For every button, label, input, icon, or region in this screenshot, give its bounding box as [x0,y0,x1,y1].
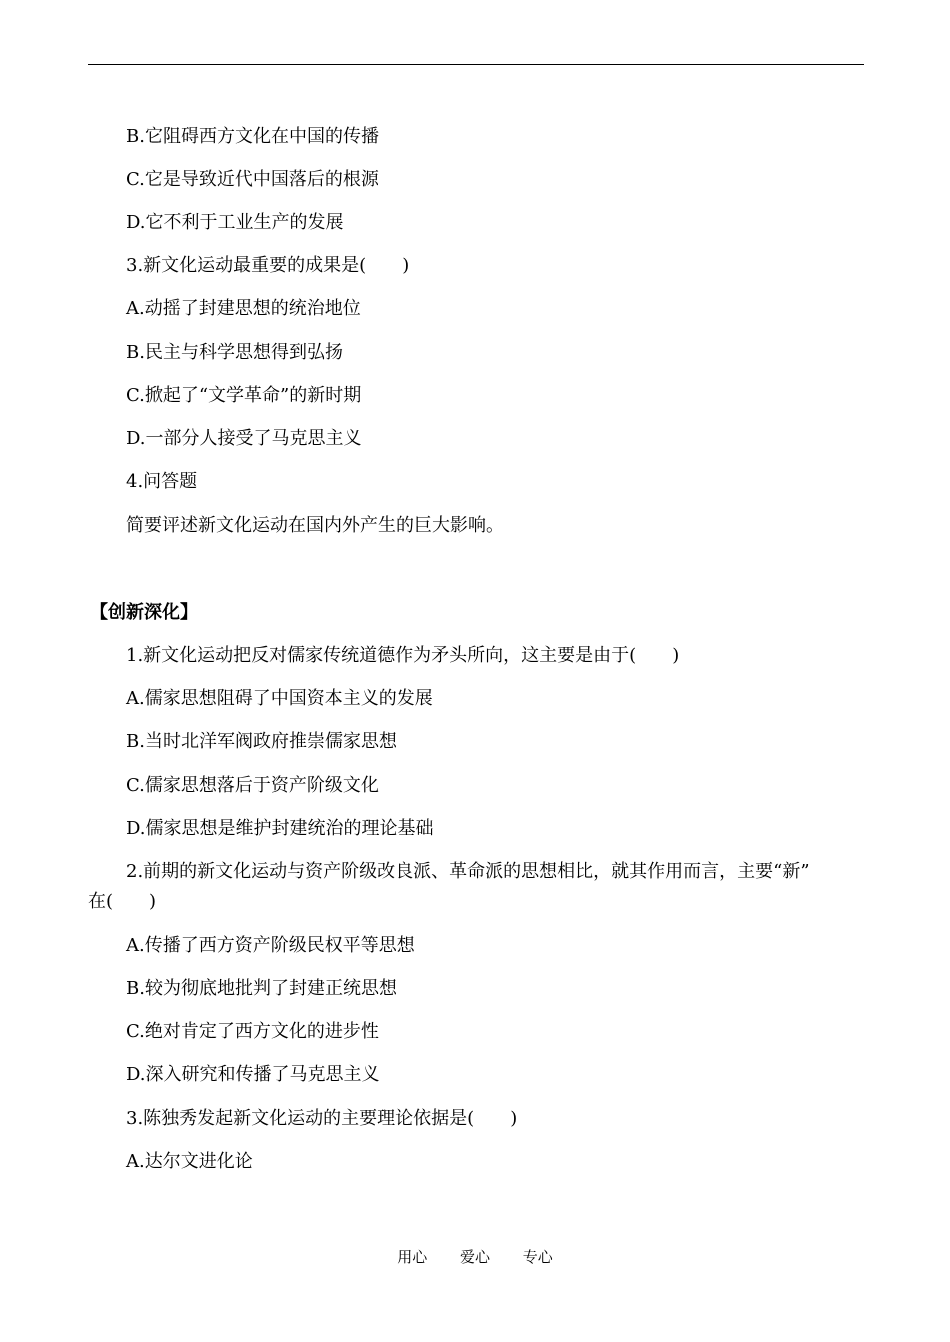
question-1: 1.新文化运动把反对儒家传统道德作为矛头所向，这主要是由于( ) [126,645,680,666]
option-c: C.儒家思想落后于资产阶级文化 [126,775,379,796]
option-a: A.动摇了封建思想的统治地位 [126,298,361,319]
option-a: A.达尔文进化论 [126,1151,253,1172]
option-b: B.它阻碍西方文化在中国的传播 [126,126,379,147]
footer-item: 专心 [522,1248,553,1266]
footer-item: 爱心 [459,1248,490,1266]
page-footer [0,1248,950,1266]
section-heading: 【创新深化】 [90,602,198,623]
option-d: D.一部分人接受了马克思主义 [126,428,362,449]
question-4: 4.问答题 [126,471,198,492]
question-3: 3.新文化运动最重要的成果是( ) [126,255,410,276]
question-3: 3.陈独秀发起新文化运动的主要理论依据是( ) [126,1108,518,1129]
option-a: A.传播了西方资产阶级民权平等思想 [126,935,415,956]
option-b: B.民主与科学思想得到弘扬 [126,342,343,363]
option-c: C.绝对肯定了西方文化的进步性 [126,1021,379,1042]
option-c: C.它是导致近代中国落后的根源 [126,169,379,190]
option-c: C.掀起了“文学革命”的新时期 [126,385,362,406]
option-b: B.较为彻底地批判了封建正统思想 [126,978,397,999]
question-2: 2.前期的新文化运动与资产阶级改良派、革命派的思想相比，就其作用而言，主要“新” [126,861,810,882]
question-4-prompt: 简要评述新文化运动在国内外产生的巨大影响。 [126,515,504,536]
option-b: B.当时北洋军阀政府推崇儒家思想 [126,731,397,752]
question-2-continued: 在( ) [88,891,157,912]
footer-item: 用心 [397,1248,428,1266]
option-d: D.它不利于工业生产的发展 [126,212,344,233]
option-d: D.深入研究和传播了马克思主义 [126,1064,380,1085]
option-a: A.儒家思想阻碍了中国资本主义的发展 [126,688,433,709]
option-d: D.儒家思想是维护封建统治的理论基础 [126,818,434,839]
header-rule [88,64,864,65]
